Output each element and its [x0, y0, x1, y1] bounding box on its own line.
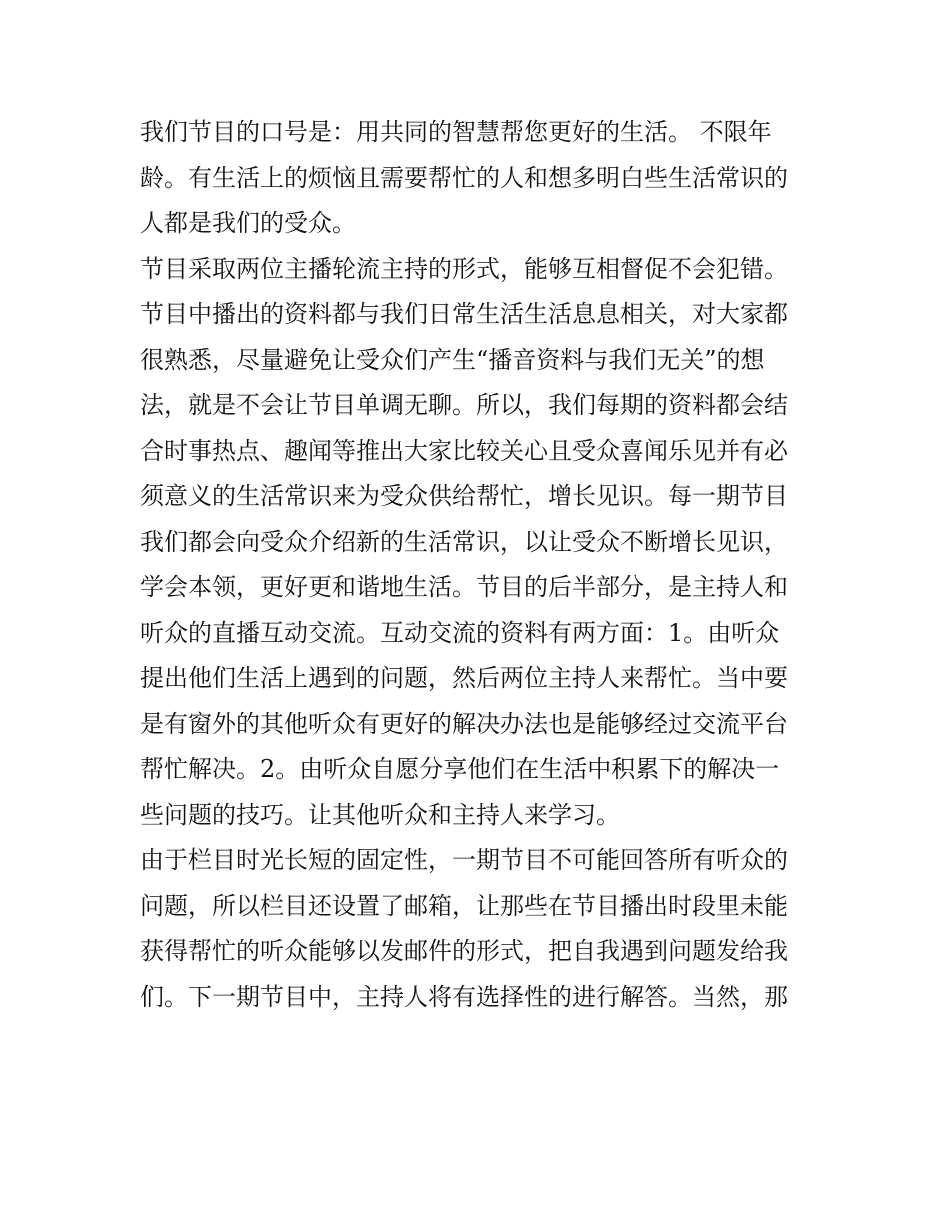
- text-line: 很熟悉，尽量避免让受众们产生“播音资料与我们无关”的想: [140, 345, 765, 374]
- text-line: 我们都会向受众介绍新的生活常识，以让受众不断增长见识，: [140, 527, 788, 556]
- text-line: 节目采取两位主播轮流主持的形式，能够互相督促不会犯错。: [140, 254, 788, 283]
- text-line: 须意义的生活常识来为受众供给帮忙，增长见识。每一期节目: [140, 482, 788, 510]
- text-line: 学会本领，更好更和谐地生活。节目的后半部分，是主持人和: [140, 573, 788, 601]
- text-line: 我们节目的口号是：用共同的智慧帮您更好的生活。 不限年: [140, 118, 772, 146]
- text-line: 是有窗外的其他听众有更好的解决办法也是能够经过交流平台: [140, 709, 788, 738]
- text-line: 们。下一期节目中，主持人将有选择性的进行解答。当然，那: [140, 982, 788, 1011]
- text-line: 提出他们生活上遇到的问题，然后两位主持人来帮忙。当中要: [140, 664, 788, 692]
- text-line: 节目中播出的资料都与我们日常生活生活息息相关，对大家都: [140, 300, 788, 328]
- text-line: 由于栏目时光长短的固定性，一期节目不可能回答所有听众的: [140, 846, 788, 874]
- text-line: 帮忙解决。2。由听众自愿分享他们在生活中积累下的解决一: [140, 755, 780, 783]
- text-line: 听众的直播互动交流。互动交流的资料有两方面：1。由听众: [140, 618, 780, 647]
- text-line: 合时事热点、趣闻等推出大家比较关心且受众喜闻乐见并有必: [140, 436, 788, 465]
- text-line: 些问题的技巧。让其他听众和主持人来学习。: [140, 800, 620, 829]
- text-line: 人都是我们的受众。: [140, 209, 356, 237]
- text-line: 法，就是不会让节目单调无聊。所以，我们每期的资料都会结: [140, 391, 788, 419]
- document-body: [140, 110, 820, 1020]
- text-line: 获得帮忙的听众能够以发邮件的形式，把自我遇到问题发给我: [140, 937, 788, 965]
- text-line: 问题，所以栏目还设置了邮箱，让那些在节目播出时段里未能: [140, 891, 788, 920]
- text-line: 龄。有生活上的烦恼且需要帮忙的人和想多明白些生活常识的: [140, 163, 788, 192]
